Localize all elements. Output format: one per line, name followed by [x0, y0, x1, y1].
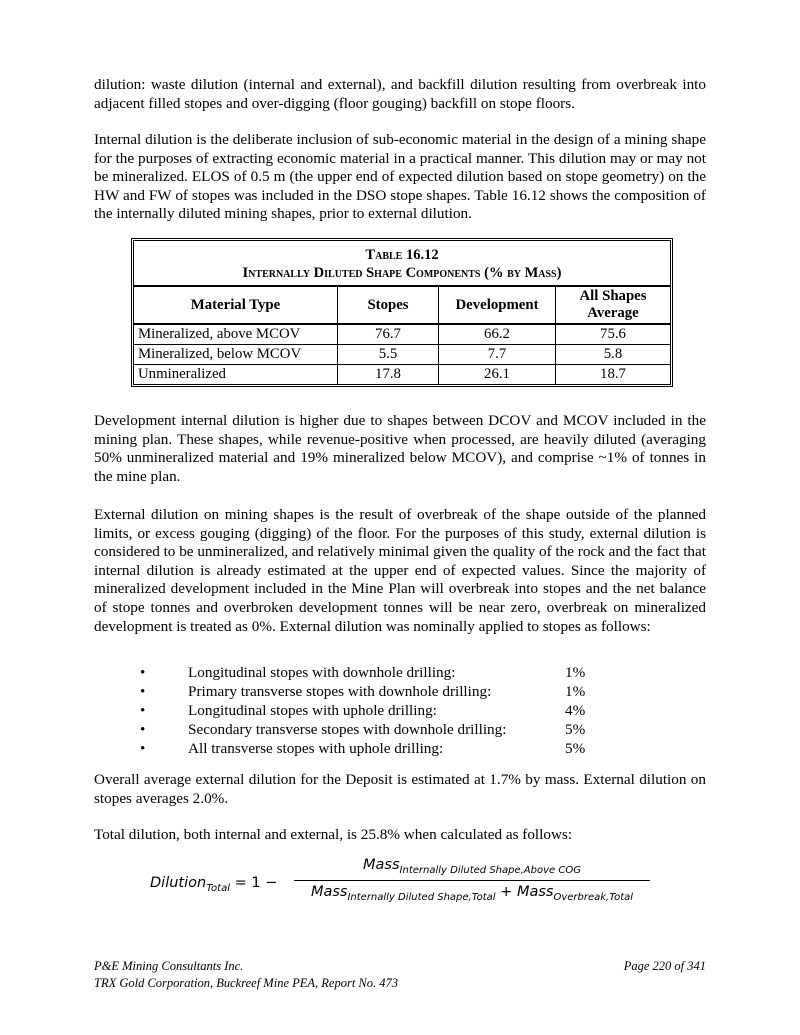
footer-report: TRX Gold Corporation, Buckreef Mine PEA, Report No. 473	[94, 976, 399, 990]
formula-den2-base: Mass	[516, 884, 554, 900]
cell-stopes: 76.7	[338, 324, 439, 345]
table-title: Table 16.12	[365, 247, 439, 263]
cell-development: 66.2	[439, 324, 556, 345]
dilution-formula	[150, 857, 660, 907]
table-header-row	[134, 287, 670, 324]
table-row	[134, 345, 670, 365]
cell-material: Mineralized, above MCOV	[134, 324, 338, 345]
table-row	[134, 324, 670, 345]
list-item-label: All transverse stopes with uphole drilling:	[188, 740, 444, 757]
formula-num-base: Mass	[363, 857, 400, 873]
paragraph-dilution-types: dilution: waste dilution (internal and external), and backfill dilution resulting from overbreak into adjacent filled stopes and over-digging (floor gouging) backfill on stope floors.	[94, 76, 706, 112]
formula-lhs-base: Dilution	[150, 875, 207, 891]
header-stopes: Stopes	[338, 287, 439, 324]
list-item-value: 1%	[565, 683, 586, 700]
bullet-icon: •	[140, 664, 146, 681]
cell-material: Mineralized, below MCOV	[134, 345, 338, 365]
list-item-label: Secondary transverse stopes with downhole drilling:	[188, 721, 507, 738]
formula-plus: +	[495, 884, 517, 900]
list-item-value: 5%	[565, 740, 586, 757]
formula-numerator	[294, 857, 650, 876]
formula-lhs-sub: Total	[206, 882, 231, 894]
formula-den2-sub: Overbreak,Total	[553, 891, 634, 903]
list-item-value: 5%	[565, 721, 586, 738]
cell-development: 26.1	[439, 365, 556, 385]
table-subtitle: Internally Diluted Shape Components (% by Mass)	[242, 264, 562, 281]
bullet-icon: •	[140, 683, 146, 700]
header-all-shapes-average: All Shapes Average	[556, 287, 671, 324]
paragraph-overall-dilution: Overall average external dilution for the Deposit is estimated at 1.7% by mass. External dilution on stopes averages 2.0%.	[94, 771, 706, 807]
footer-page-number: Page 220 of 341	[623, 959, 706, 973]
page-footer	[94, 958, 706, 992]
table-row	[134, 365, 670, 385]
cell-stopes: 17.8	[338, 365, 439, 385]
table-grid	[134, 287, 670, 384]
formula-denominator	[294, 884, 650, 903]
footer-company: P&E Mining Consultants Inc.	[94, 959, 244, 973]
formula-num-sub: Internally Diluted Shape,Above COG	[399, 864, 581, 876]
formula-equals: = 1 −	[234, 875, 278, 891]
cell-stopes: 5.5	[338, 345, 439, 365]
formula-fraction-bar	[294, 880, 650, 881]
table-caption	[134, 241, 670, 287]
bullet-icon: •	[140, 702, 146, 719]
cell-development: 7.7	[439, 345, 556, 365]
list-item-value: 1%	[565, 664, 586, 681]
bullet-icon: •	[140, 740, 146, 757]
list-item-label: Longitudinal stopes with downhole drilling:	[188, 664, 456, 681]
paragraph-total-dilution: Total dilution, both internal and external, is 25.8% when calculated as follows:	[94, 826, 573, 843]
cell-average: 75.6	[556, 324, 671, 345]
list-item-value: 4%	[565, 702, 586, 719]
paragraph-development-dilution: Development internal dilution is higher due to shapes between DCOV and MCOV included in the mining plan. These shapes, while revenue-positive when processed, are heavily diluted (averaging 50% unmineralized material and 19% mineralized below MCOV), and comprise ~1% of tonnes in the mine plan.	[94, 412, 706, 485]
cell-material: Unmineralized	[134, 365, 338, 385]
list-item-label: Longitudinal stopes with uphole drilling:	[188, 702, 437, 719]
formula-den1-sub: Internally Diluted Shape,Total	[347, 891, 496, 903]
paragraph-external-dilution: External dilution on mining shapes is the result of overbreak of the shape outside of the planned limits, or excess gouging (digging) of the floor. For the purposes of this study, external dilution is considered to be unmineralized, and relatively minimal given the quality of the rock and the fact that internal dilution is already estimated at the upper end of expected values. Since the majority of mineralized development included in the Mine Plan will overbreak into stopes and the net balance of stope tonnes and overbroken development tonnes will be near zero, overbreak on mineralized development is treated as 0%. External dilution was nominally applied to stopes as follows:	[94, 506, 706, 635]
cell-average: 18.7	[556, 365, 671, 385]
bullet-icon: •	[140, 721, 146, 738]
list-item-label: Primary transverse stopes with downhole drilling:	[188, 683, 492, 700]
header-material-type: Material Type	[134, 287, 338, 324]
header-development: Development	[439, 287, 556, 324]
table-16-12	[131, 238, 673, 387]
cell-average: 5.8	[556, 345, 671, 365]
formula-lhs	[150, 875, 277, 894]
paragraph-internal-dilution: Internal dilution is the deliberate inclusion of sub-economic material in the design of a mining shape for the purposes of extracting economic material in a practical manner. This dilution may or may not be mineralized. ELOS of 0.5 m (the upper end of expected dilution based on stope geometry) on the HW and FW of stopes was included in the DSO stope shapes. Table 16.12 shows the composition of the internally diluted mining shapes, prior to external dilution.	[94, 131, 706, 223]
formula-den1-base: Mass	[310, 884, 348, 900]
